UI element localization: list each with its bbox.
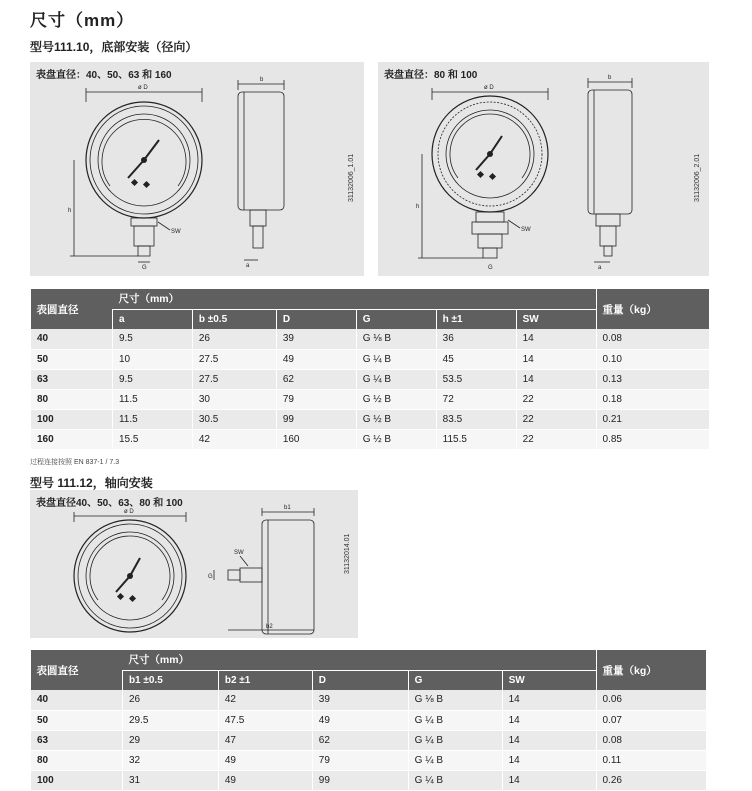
- dim-g: G: [488, 265, 493, 271]
- column-header: D: [276, 309, 356, 329]
- table-cell: 26: [192, 329, 276, 349]
- table-cell: 0.85: [596, 429, 709, 449]
- column-header: a: [112, 309, 192, 329]
- gauge-drawing-radial-small: [30, 62, 364, 276]
- table-cell: 11.5: [112, 389, 192, 409]
- table-cell: 0.21: [596, 409, 709, 429]
- section1-title: 型号111.10，底部安装（径向）: [30, 40, 198, 54]
- table-cell: 0.06: [596, 690, 706, 710]
- table-cell: 0.11: [596, 750, 706, 770]
- table-cell: 62: [312, 730, 408, 750]
- dimensions-table-axial: [30, 650, 706, 791]
- header-weight: 重量（kg）: [596, 650, 706, 690]
- column-header: h ±1: [436, 309, 516, 329]
- table-cell: 26: [122, 690, 218, 710]
- table-cell: G ¼ B: [408, 710, 502, 730]
- table-cell: G ½ B: [356, 389, 436, 409]
- table-row: [31, 369, 710, 389]
- table-cell: 11.5: [112, 409, 192, 429]
- gauge-drawing-axial: [30, 490, 358, 638]
- table-cell: 47: [218, 730, 312, 750]
- dim-d: ø D: [138, 85, 148, 91]
- table-cell: 0.08: [596, 730, 706, 750]
- table-cell: 9.5: [112, 329, 192, 349]
- table-cell: 29: [122, 730, 218, 750]
- drawing-code: 31132014.01: [344, 533, 351, 574]
- table-cell: G ⅛ B: [408, 690, 502, 710]
- drawing-panel-radial-small: [30, 62, 364, 276]
- table-cell: 27.5: [192, 369, 276, 389]
- table-cell: 49: [312, 710, 408, 730]
- drawing-panel-axial: [30, 490, 358, 638]
- table-cell-size: 100: [31, 409, 113, 429]
- table-cell-size: 40: [31, 690, 123, 710]
- table-cell: 53.5: [436, 369, 516, 389]
- table-cell: 32: [122, 750, 218, 770]
- table-cell: 72: [436, 389, 516, 409]
- table-cell: 45: [436, 349, 516, 369]
- header-weight: 重量（kg）: [596, 289, 709, 329]
- dim-d: ø D: [484, 85, 494, 91]
- dim-g: G: [142, 265, 147, 271]
- table-row: [31, 770, 707, 790]
- table-cell: 31: [122, 770, 218, 790]
- column-header: D: [312, 670, 408, 690]
- dim-d: ø D: [124, 509, 134, 515]
- table-cell: 14: [516, 329, 596, 349]
- column-header: b ±0.5: [192, 309, 276, 329]
- header-size: 表圆直径: [31, 289, 113, 329]
- table-cell: 0.26: [596, 770, 706, 790]
- dimensions-table-radial: [30, 289, 709, 450]
- dim-sw: SW: [521, 227, 531, 233]
- dim-sw: SW: [171, 229, 181, 235]
- table-cell: 14: [502, 730, 596, 750]
- drawing-code: 31132006_1.01: [348, 153, 355, 202]
- table-cell-size: 50: [31, 710, 123, 730]
- table-cell: 14: [502, 710, 596, 730]
- table-cell: 79: [312, 750, 408, 770]
- table-cell: 49: [218, 770, 312, 790]
- table-cell: 14: [502, 690, 596, 710]
- header-size: 表圆直径: [31, 650, 123, 690]
- table-cell: 99: [312, 770, 408, 790]
- table-cell: 27.5: [192, 349, 276, 369]
- table-cell: 30: [192, 389, 276, 409]
- table-cell: 47.5: [218, 710, 312, 730]
- table-row: [31, 409, 710, 429]
- table-cell: 0.10: [596, 349, 709, 369]
- table-cell: 15.5: [112, 429, 192, 449]
- table-cell: 160: [276, 429, 356, 449]
- table-cell: G ¼ B: [408, 730, 502, 750]
- dim-a: a: [246, 263, 250, 269]
- table-cell: 36: [436, 329, 516, 349]
- table-cell: 14: [502, 770, 596, 790]
- table-cell-size: 63: [31, 369, 113, 389]
- table-cell: G ¼ B: [356, 349, 436, 369]
- table-cell: 14: [516, 349, 596, 369]
- column-header: b1 ±0.5: [122, 670, 218, 690]
- table-cell: 14: [516, 369, 596, 389]
- drawing-code: 31132006_2.01: [694, 153, 701, 202]
- column-header: b2 ±1: [218, 670, 312, 690]
- table-cell: 0.18: [596, 389, 709, 409]
- table-row: [31, 429, 710, 449]
- table-cell-size: 63: [31, 730, 123, 750]
- table-row: [31, 690, 707, 710]
- table-row: [31, 349, 710, 369]
- header-dims: 尺寸（mm）: [112, 289, 596, 309]
- footnote: 过程连接按照 EN 837-1 / 7.3: [30, 459, 120, 466]
- table-cell: 30.5: [192, 409, 276, 429]
- dim-a: a: [598, 265, 602, 271]
- table-cell: 39: [276, 329, 356, 349]
- table-cell: 29.5: [122, 710, 218, 730]
- header-dims: 尺寸（mm）: [122, 650, 596, 670]
- table-cell: 83.5: [436, 409, 516, 429]
- table-cell: G ⅛ B: [356, 329, 436, 349]
- table-cell: G ¼ B: [408, 750, 502, 770]
- table-cell: 0.08: [596, 329, 709, 349]
- gauge-drawing-radial-large: [378, 62, 709, 276]
- table-cell: 49: [218, 750, 312, 770]
- table-cell: 42: [192, 429, 276, 449]
- table-row: [31, 730, 707, 750]
- dim-b2: b2: [266, 624, 273, 630]
- table-cell-size: 40: [31, 329, 113, 349]
- table-cell: 49: [276, 349, 356, 369]
- drawing-label: 表盘直径：40、50、63 和 160: [36, 70, 172, 81]
- table-cell: G ½ B: [356, 429, 436, 449]
- table-cell: 62: [276, 369, 356, 389]
- drawing-label: 表盘直径：80 和 100: [384, 70, 478, 81]
- table-cell: 39: [312, 690, 408, 710]
- table-cell: G ¼ B: [356, 369, 436, 389]
- table-cell: 0.13: [596, 369, 709, 389]
- section2-title: 型号 111.12，轴向安装: [30, 476, 153, 490]
- dim-h: h: [68, 208, 72, 214]
- table-cell-size: 50: [31, 349, 113, 369]
- table-row: [31, 389, 710, 409]
- column-header: SW: [516, 309, 596, 329]
- table-cell-size: 160: [31, 429, 113, 449]
- column-header: G: [356, 309, 436, 329]
- table-cell: G ½ B: [356, 409, 436, 429]
- table-row: [31, 329, 710, 349]
- dim-b: b: [260, 77, 264, 83]
- column-header: G: [408, 670, 502, 690]
- table-cell: 10: [112, 349, 192, 369]
- drawing-panel-radial-large: [378, 62, 709, 276]
- dim-g: G: [208, 574, 213, 580]
- table-cell: G ¼ B: [408, 770, 502, 790]
- dim-sw: SW: [234, 550, 244, 556]
- table-cell-size: 80: [31, 750, 123, 770]
- table-row: [31, 750, 707, 770]
- table-cell: 22: [516, 409, 596, 429]
- column-header: SW: [502, 670, 596, 690]
- table-cell: 22: [516, 429, 596, 449]
- table-cell: 9.5: [112, 369, 192, 389]
- table-row: [31, 710, 707, 730]
- table-cell: 0.07: [596, 710, 706, 730]
- table-cell: 99: [276, 409, 356, 429]
- table-cell: 79: [276, 389, 356, 409]
- table-cell: 22: [516, 389, 596, 409]
- table-cell-size: 80: [31, 389, 113, 409]
- drawing-label: 表盘直径40、50、63、80 和 100: [36, 498, 183, 509]
- table-cell: 115.5: [436, 429, 516, 449]
- dim-b: b: [608, 75, 612, 81]
- dim-b1: b1: [284, 505, 291, 511]
- table-cell: 14: [502, 750, 596, 770]
- table-cell-size: 100: [31, 770, 123, 790]
- page-title: 尺寸（mm）: [30, 11, 135, 30]
- table-cell: 42: [218, 690, 312, 710]
- dim-h: h: [416, 204, 420, 210]
